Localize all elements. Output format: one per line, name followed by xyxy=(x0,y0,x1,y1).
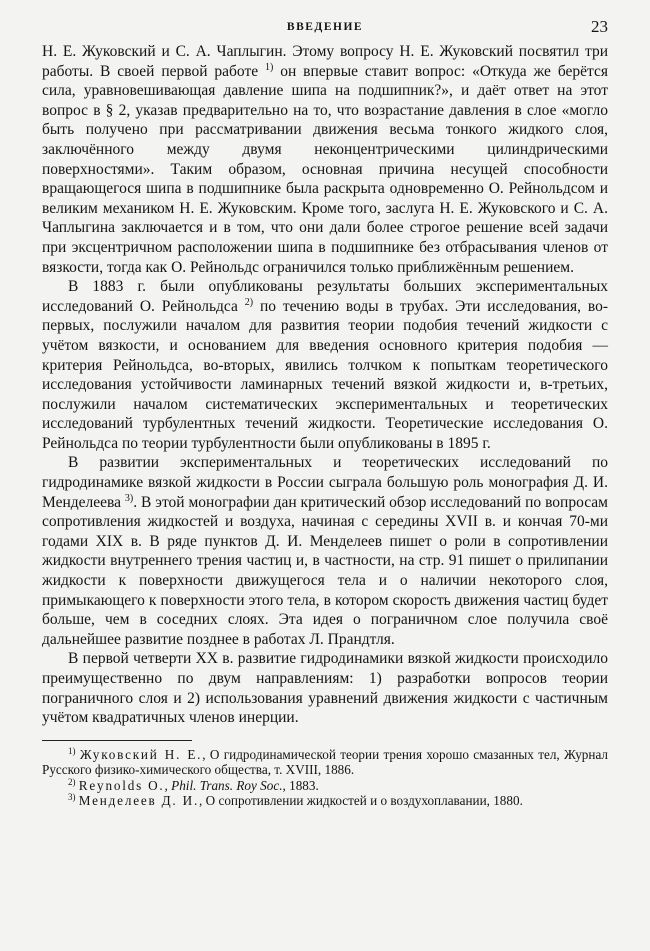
running-header xyxy=(42,14,608,40)
running-title: ВВЕДЕНИЕ xyxy=(286,21,364,33)
footnote-author: Жуковский Н. Е. xyxy=(79,746,203,762)
paragraph-text: . В этой монографии дан критический обзор исследований по вопросам сопротивления жидкостей и воздуха, начиная с середины XVII в. и кончая 70-ми годами XIX в. В ряде пунктов Д. И. Менделеев пишет о роли в сопротивлении жидкости внутреннего трения частиц и, в частности, на стр. 91 пишет о прилипании жидкости к поверхности движущегося тела и о наличии некоторого слоя, примыкающего к поверхности этого тела, в котором скорость движения частиц будет больше, чем в соседних слоях. Эта идея о пограничном слое получила своё дальнейшее развитие позднее в работах Л. Прандтля. xyxy=(42,493,608,648)
paragraph-3 xyxy=(42,453,608,649)
footnote-ref-1[interactable]: 1) xyxy=(265,61,274,73)
footnote-mark: 3) xyxy=(68,792,76,803)
footnote-1 xyxy=(42,747,608,778)
footnote-ref-3[interactable]: 3) xyxy=(124,492,134,504)
footnote-text: , 1883. xyxy=(282,777,319,793)
footnote-ref-2[interactable]: 2) xyxy=(244,296,254,308)
footnote-divider xyxy=(42,740,192,741)
paragraph-4: В первой четверти XX в. развитие гидродинамики вязкой жидкости происходило преимущественно по двум направлениям: 1) разработки вопросов теории пограничного слоя и 2) использования уравнений движения жидкости с частичным учётом квадратичных членов инерции. xyxy=(42,650,608,727)
footnote-mark: 1) xyxy=(68,745,76,756)
footnotes xyxy=(42,747,608,809)
paragraph-text: В 1883 г. были опубликованы результаты больших экспериментальных исследований О. Рейнольдса xyxy=(42,278,608,315)
footnote-author: Reynolds O. xyxy=(78,777,165,793)
footnote-2 xyxy=(42,778,608,794)
page-number: 23 xyxy=(591,17,608,36)
footnote-text: , О гидродинамической теории трения хорошо смазанных тел, Журнал Русского физико-химического общества, т. XVIII, 1886. xyxy=(42,746,608,778)
footnote-mark: 2) xyxy=(68,776,76,787)
paragraph-2 xyxy=(42,277,608,453)
paragraph-text: по течению воды в трубах. Эти исследования, во-первых, послужили началом для развития теории подобия течений жидкости с учётом вязкости, и основанием для введения основного критерия подобия — критерия Рейнольдса, во-вторых, явились толчком к попыткам теоретического исследования устойчивости ламинарных течений вязкой жидкости и, в-третьих, послужили началом систематических экспериментальных и теоретических исследований турбулентных течений жидкости. Теоретические исследования О. Рейнольдса по теории турбулентности были опубликованы в 1895 г. xyxy=(42,297,608,452)
footnote-journal: , Phil. Trans. Roy Soc. xyxy=(164,777,283,793)
paragraph-text: Н. Е. Жуковский и С. А. Чаплыгин. Этому вопросу Н. Е. Жуковский посвятил три работы. В своей первой работе xyxy=(42,43,608,80)
paragraph-1 xyxy=(42,42,608,277)
paragraph-text: он впервые ставит вопрос: «Откуда же берётся сила, уравновешивающая давление шипа на подшипник?», и даёт ответ на этот вопрос в § 2, указав предварительно на то, что возрастание давления в слое «могло быть получено при рассматривании движения весьма тонкого жидкого слоя, заключённого между двумя неконцентрическими цилиндрическими поверхностями». Таким образом, основная причина несущей способности вращающегося шипа в подшипнике была раскрыта одновременно О. Рейнольдсом и великим механиком Н. Е. Жуковским. Кроме того, заслуга Н. Е. Жуковского и С. А. Чаплыгина заключается и в том, что они дали более строгое решение всей задачи при эксцентричном расположении шипа в подшипнике без отбрасывания членов от вязкости, тогда как О. Рейнольдс ограничился только приближённым решением. xyxy=(42,62,608,276)
paragraph-text: В развитии экспериментальных и теоретических исследований по гидродинамике вязкой жидкости в России сыграла большую роль монография Д. И. Менделеева xyxy=(42,454,608,511)
footnote-author: Менделеев Д. И. xyxy=(78,793,200,809)
footnote-3 xyxy=(42,793,608,809)
main-text xyxy=(42,42,608,728)
footnote-text: , О сопротивлении жидкостей и о воздухоплавании, 1880. xyxy=(199,793,523,809)
